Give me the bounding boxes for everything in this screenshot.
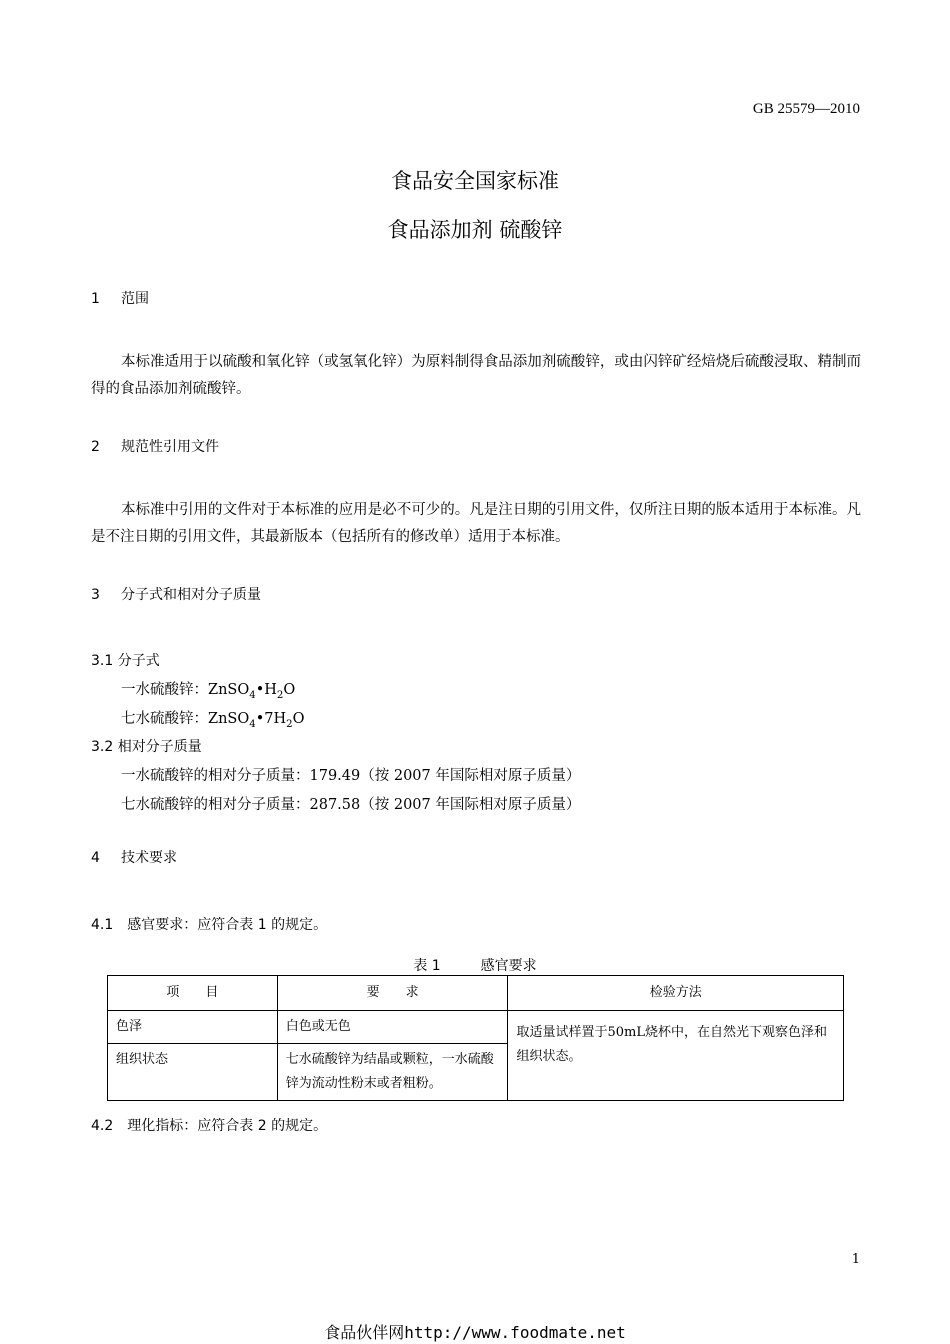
section-3-2-heading: 3.2 相对分子质量: [91, 739, 202, 755]
section-title: 规范性引用文件: [121, 439, 219, 455]
section-1-heading: [91, 288, 149, 308]
document-title: 食品安全国家标准: [391, 169, 559, 193]
table-caption: [0, 955, 950, 975]
header-item: 项 目: [108, 976, 278, 1011]
header-requirement: 要 求: [277, 976, 508, 1011]
section-1-text: [91, 349, 861, 403]
formula-monohydrate: [121, 678, 295, 701]
document-subtitle: 食品添加剂 硫酸锌: [387, 218, 563, 242]
formula-part: ZnSO: [208, 711, 250, 727]
page-number: 1: [851, 1252, 860, 1267]
cell-item: 色泽: [108, 1011, 278, 1044]
formula-part: O: [292, 711, 305, 727]
formula-part: O: [283, 682, 296, 698]
section-title: 范围: [121, 291, 149, 307]
section-number: 3: [91, 587, 100, 603]
cell-requirement: 七水硫酸锌为结晶或颗粒，一水硫酸锌为流动性粉末或者粗粉。: [277, 1044, 508, 1101]
mass-heptahydrate: 七水硫酸锌的相对分子质量：287.58（按 2007 年国际相对原子质量）: [121, 797, 581, 813]
table-number: 表 1: [413, 958, 441, 974]
formula-part: •7H: [255, 711, 287, 727]
section-2-heading: [91, 436, 219, 456]
formula-subscript: 2: [286, 718, 293, 730]
sensory-requirements-table: [107, 975, 844, 1101]
table-row: [108, 1011, 844, 1044]
section-number: 4: [91, 850, 100, 866]
header-method: 检验方法: [508, 976, 844, 1011]
table-header-row: [108, 976, 844, 1011]
section-4-2-text: 4.2 理化指标：应符合表 2 的规定。: [91, 1118, 328, 1134]
section-4-1-text: 4.1 感官要求：应符合表 1 的规定。: [91, 917, 328, 933]
standard-code: GB 25579—2010: [752, 101, 860, 117]
section-3-heading: [91, 584, 261, 604]
section-title: 技术要求: [121, 850, 177, 866]
section-4-heading: [91, 847, 177, 867]
section-3-1-heading: 3.1 分子式: [91, 653, 160, 669]
formula-subscript: 4: [249, 718, 256, 730]
paragraph: 本标准中引用的文件对于本标准的应用是必不可少的。凡是注日期的引用文件，仅所注日期的版本适用于本标准。凡是不注日期的引用文件，其最新版本（包括所有的修改单）适用于本标准。: [91, 502, 861, 545]
mass-monohydrate: 一水硫酸锌的相对分子质量：179.49（按 2007 年国际相对原子质量）: [121, 768, 581, 784]
formula-part: •H: [255, 682, 277, 698]
formula-heptahydrate: [121, 707, 304, 730]
formula-label: 七水硫酸锌：: [121, 711, 208, 727]
formula-subscript: 2: [276, 689, 284, 701]
formula-part: ZnSO: [208, 682, 250, 698]
cell-requirement: 白色或无色: [277, 1011, 508, 1044]
formula-label: 一水硫酸锌：: [121, 682, 208, 698]
section-number: 1: [91, 291, 100, 307]
section-2-text: [91, 497, 861, 551]
cell-item: 组织状态: [108, 1044, 278, 1101]
table-title: 感官要求: [480, 958, 537, 974]
footer-watermark: 食品伙伴网http://www.foodmate.net: [324, 1323, 626, 1342]
cell-method: 取适量试样置于50mL烧杯中，在自然光下观察色泽和组织状态。: [508, 1011, 844, 1101]
section-number: 2: [91, 439, 100, 455]
section-title: 分子式和相对分子质量: [121, 587, 261, 603]
formula-subscript: 4: [249, 689, 256, 701]
paragraph: 本标准适用于以硫酸和氧化锌（或氢氧化锌）为原料制得食品添加剂硫酸锌，或由闪锌矿经焙烧后硫酸浸取、精制而得的食品添加剂硫酸锌。: [91, 354, 861, 397]
